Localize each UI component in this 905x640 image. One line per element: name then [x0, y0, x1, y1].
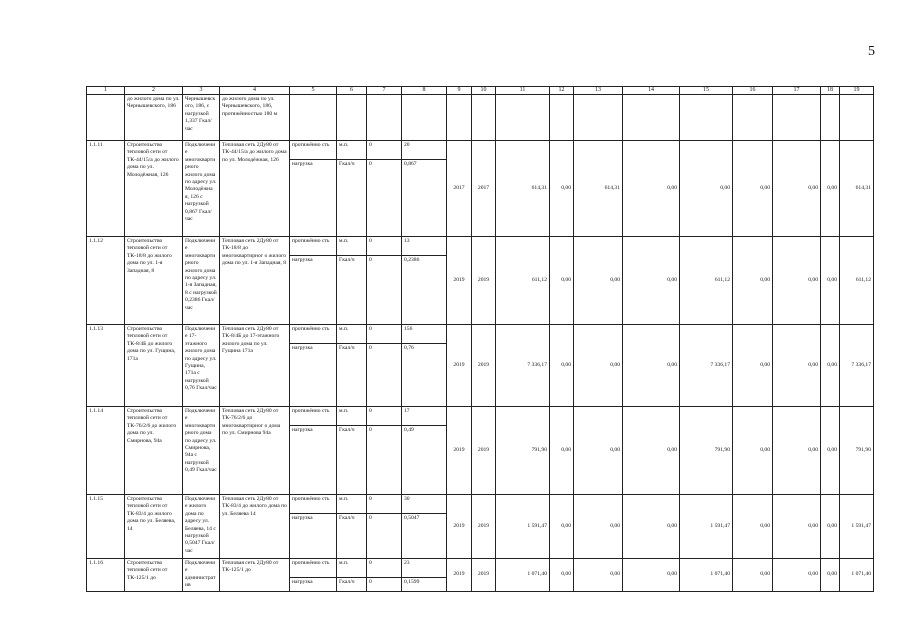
- cell-name: Строительство тепловой сети от ТК-8/4Б до жилого дома по ул. Гущина, 171а: [125, 325, 183, 407]
- cell-b1: 30: [402, 495, 446, 514]
- cell-p1: протяжённо сть: [290, 141, 336, 160]
- column-number: 6: [337, 87, 367, 95]
- cell-c17: 0,00: [773, 237, 821, 325]
- cell-c11: 7 336,17: [496, 325, 550, 407]
- cell-c12: 0,00: [550, 141, 574, 237]
- cell: до жилого дома по ул. Чернышевского, 186: [125, 95, 183, 141]
- cell-c10: 2017: [472, 141, 496, 237]
- column-number: 9: [447, 87, 472, 95]
- cell-description: Тепловая сеть 2Ду80 от ТК-83/4 до жилого дома по ул. Беляева 14: [220, 495, 290, 559]
- cell-p1: протяжённо сть: [290, 325, 336, 344]
- cell-c19: 611,12: [840, 237, 874, 325]
- cell: [840, 95, 874, 141]
- cell-pair: [337, 407, 367, 495]
- cell-p2: нагрузка: [292, 579, 313, 585]
- cell-c18: 0,00: [821, 407, 840, 495]
- cell-description: Тепловая сеть 2Ду80 от ТК-18/8 до многоквартирног о жилого дома по ул. 1-я Западная, 8: [220, 237, 290, 325]
- table-row: [87, 559, 874, 592]
- table-row: [87, 495, 874, 559]
- column-number: 3: [183, 87, 220, 95]
- cell-c10: 2019: [472, 325, 496, 407]
- column-number: 8: [402, 87, 447, 95]
- cell-u1: м.п.: [337, 407, 366, 426]
- cell-c16: 0,00: [733, 325, 773, 407]
- cell-purpose: Подключени е жилого дома по адресу ул. Беляева, 14 с нагрузкой 0,5047 Гкал/час: [183, 495, 220, 559]
- cell-c9: 2019: [447, 325, 472, 407]
- cell-p1: протяжённо сть: [290, 407, 336, 426]
- cell-c12: 0,00: [550, 407, 574, 495]
- cell-c15: 611,12: [680, 237, 733, 325]
- cell-p2: нагрузка: [292, 257, 313, 263]
- cell-c15: 7 336,17: [680, 325, 733, 407]
- cell-b2: 0,76: [404, 345, 414, 351]
- cell-u1: м.п.: [337, 141, 366, 160]
- cell-c16: 0,00: [733, 559, 773, 592]
- column-number: 16: [733, 87, 773, 95]
- cell-u2: Гкал/ч: [339, 161, 355, 167]
- column-number: 13: [574, 87, 623, 95]
- cell-pair: [337, 237, 367, 325]
- cell-purpose: Подключени е многокварти рного жилого дома по адресу ул. 1-я Западная, 8 с нагрузкой 0,2386 Гкал/час: [183, 237, 220, 325]
- cell-p2: нагрузка: [292, 345, 313, 351]
- cell-purpose: Подключени е 17-этажного жилого дома по адресу ул. Гущина, 171а с нагрузкой 0,76 Гкал/час: [183, 325, 220, 407]
- cell-id: 1.1.14: [87, 407, 125, 495]
- cell-c9: 2019: [447, 237, 472, 325]
- cell: [550, 95, 574, 141]
- cell-c10: 2019: [472, 407, 496, 495]
- cell-pair: [367, 559, 402, 592]
- cell-id: 1.1.16: [87, 559, 125, 592]
- cell-u1: м.п.: [337, 325, 366, 344]
- table-row: [87, 141, 874, 237]
- cell-pair: [337, 325, 367, 407]
- cell-b1: 17: [402, 407, 446, 426]
- cell-description: Тепловая сеть 2Ду80 от ТК-125/1 до: [220, 559, 290, 592]
- cell-id: 1.1.12: [87, 237, 125, 325]
- cell-pair: [290, 495, 337, 559]
- column-number: 7: [367, 87, 402, 95]
- cell-a2: 0: [369, 257, 372, 263]
- cell: [87, 95, 125, 141]
- cell-c17: 0,00: [773, 407, 821, 495]
- cell-c16: 0,00: [733, 237, 773, 325]
- column-number: 12: [550, 87, 574, 95]
- table-row: [87, 237, 874, 325]
- cell-b2: 0,5047: [404, 515, 420, 521]
- cell-description: Тепловая сеть 2Ду80 от ТК-44/15/а до жилого дома по ул. Молодёжная, 126: [220, 141, 290, 237]
- cell-c13: 0,00: [574, 559, 623, 592]
- cell-u2: Гкал/ч: [339, 427, 355, 433]
- cell-pair: [290, 141, 337, 237]
- column-number: 5: [290, 87, 337, 95]
- cell-c15: 1 071,40: [680, 559, 733, 592]
- cell-c13: 0,00: [574, 325, 623, 407]
- cell-c15: 1 591,47: [680, 495, 733, 559]
- cell-b1: 20: [402, 141, 446, 160]
- cell-c14: 0,00: [623, 325, 680, 407]
- cell-a1: 0: [367, 325, 401, 344]
- cell: [680, 95, 733, 141]
- cell-c19: 1 591,47: [840, 495, 874, 559]
- cell-c17: 0,00: [773, 495, 821, 559]
- investment-table: [86, 86, 874, 592]
- cell-p1: протяжённо сть: [290, 237, 336, 256]
- cell-purpose: Подключени е административ: [183, 559, 220, 592]
- column-number: 4: [220, 87, 290, 95]
- cell-b1: 23: [402, 559, 446, 578]
- cell-a2: 0: [369, 161, 372, 167]
- cell-c18: 0,00: [821, 325, 840, 407]
- cell-c15: 0,00: [680, 141, 733, 237]
- cell-c13: 614,31: [574, 141, 623, 237]
- cell-description: Тепловая сеть 2Ду80 от ТК-76/2/6 до многоквартирног о дома по ул. Смирнова 94а: [220, 407, 290, 495]
- cell-pair: [337, 495, 367, 559]
- cell-name: Строительство тепловой сети от ТК-76/2/6 до жилого дома по ул. Смирнова, 94а: [125, 407, 183, 495]
- continuation-row: [87, 95, 874, 141]
- cell-id: 1.1.11: [87, 141, 125, 237]
- cell-c19: 1 071,40: [840, 559, 874, 592]
- cell-id: 1.1.13: [87, 325, 125, 407]
- cell-c15: 791,90: [680, 407, 733, 495]
- cell-c12: 0,00: [550, 495, 574, 559]
- column-number: 15: [680, 87, 733, 95]
- cell-a1: 0: [367, 495, 401, 514]
- cell-p2: нагрузка: [292, 161, 313, 167]
- cell-p1: протяжённо сть: [290, 559, 336, 578]
- cell-c18: 0,00: [821, 559, 840, 592]
- cell: [290, 95, 337, 141]
- cell-c11: 791,90: [496, 407, 550, 495]
- cell: [574, 95, 623, 141]
- cell-pair: [290, 237, 337, 325]
- cell-c17: 0,00: [773, 559, 821, 592]
- cell-pair: [367, 407, 402, 495]
- table-row: [87, 407, 874, 495]
- column-number: 14: [623, 87, 680, 95]
- cell-a2: 0: [369, 579, 372, 585]
- cell-b2: 0,1599: [404, 579, 420, 585]
- cell-pair: [367, 141, 402, 237]
- cell: [496, 95, 550, 141]
- cell-c9: 2019: [447, 559, 472, 592]
- cell: Чернышевск ого, 186, с нагрузкой 1,337 Гкал/час: [183, 95, 220, 141]
- cell-b1: 13: [402, 237, 446, 256]
- cell-b2: 0,867: [404, 161, 417, 167]
- table-row: [87, 325, 874, 407]
- cell-description: Тепловая сеть 2Ду80 от ТК-8/4Б до 17-этажного жилого дома по ул. Гущина 171а: [220, 325, 290, 407]
- cell-pair: [367, 495, 402, 559]
- cell-c10: 2019: [472, 237, 496, 325]
- cell-a2: 0: [369, 345, 372, 351]
- cell: [447, 95, 472, 141]
- cell-pair: [337, 559, 367, 592]
- cell-u2: Гкал/ч: [339, 257, 355, 263]
- column-number-row: [87, 87, 874, 95]
- column-number: 11: [496, 87, 550, 95]
- cell: [472, 95, 496, 141]
- cell: до жилого дома по ул. Чернышевского, 186, протяжённостью 180 м: [220, 95, 290, 141]
- cell-pair: [402, 407, 447, 495]
- cell-c14: 0,00: [623, 237, 680, 325]
- cell-c11: 1 071,40: [496, 559, 550, 592]
- cell-p2: нагрузка: [292, 515, 313, 521]
- column-number: 18: [821, 87, 840, 95]
- cell-c12: 0,00: [550, 237, 574, 325]
- cell-c17: 0,00: [773, 141, 821, 237]
- cell-a1: 0: [367, 141, 401, 160]
- cell-pair: [290, 325, 337, 407]
- column-number: 19: [840, 87, 874, 95]
- cell-c17: 0,00: [773, 325, 821, 407]
- cell-c9: 2019: [447, 495, 472, 559]
- cell-purpose: Подключени е многокварти рного жилого дома по адресу ул. Молодёжна я, 126 с нагрузкой 0,867 Гкал/час: [183, 141, 220, 237]
- cell: [733, 95, 773, 141]
- cell-pair: [402, 237, 447, 325]
- cell-c14: 0,00: [623, 559, 680, 592]
- cell-pair: [290, 407, 337, 495]
- cell-c10: 2019: [472, 495, 496, 559]
- cell-a2: 0: [369, 427, 372, 433]
- cell-c10: 2019: [472, 559, 496, 592]
- cell-id: 1.1.15: [87, 495, 125, 559]
- cell-u2: Гкал/ч: [339, 579, 355, 585]
- column-number: 1: [87, 87, 125, 95]
- cell-u2: Гкал/ч: [339, 345, 355, 351]
- cell-name: Строительство тепловой сети от ТК-44/15/а до жилого дома по ул. Молодёжная, 126: [125, 141, 183, 237]
- cell-c12: 0,00: [550, 559, 574, 592]
- cell-c9: 2019: [447, 407, 472, 495]
- cell-name: Строительство тепловой сети от ТК-125/1 до: [125, 559, 183, 592]
- cell-u2: Гкал/ч: [339, 515, 355, 521]
- cell-c12: 0,00: [550, 325, 574, 407]
- cell-c11: 1 591,47: [496, 495, 550, 559]
- cell-b1: 156: [402, 325, 446, 344]
- cell: [773, 95, 821, 141]
- cell-c14: 0,00: [623, 141, 680, 237]
- cell: [367, 95, 402, 141]
- cell-pair: [290, 559, 337, 592]
- cell-purpose: Подключени е многокварти рного дома по адресу ул. Смирнова, 94а с нагрузкой 0,49 Гкал/час: [183, 407, 220, 495]
- column-number: 17: [773, 87, 821, 95]
- cell: [623, 95, 680, 141]
- cell-pair: [367, 237, 402, 325]
- cell-u1: м.п.: [337, 559, 366, 578]
- cell-c13: 0,00: [574, 237, 623, 325]
- cell: [337, 95, 367, 141]
- cell-b2: 0,2386: [404, 257, 420, 263]
- cell-p1: протяжённо сть: [290, 495, 336, 514]
- cell-pair: [337, 141, 367, 237]
- cell: [821, 95, 840, 141]
- cell-c16: 0,00: [733, 141, 773, 237]
- cell-a1: 0: [367, 237, 401, 256]
- cell-c13: 0,00: [574, 495, 623, 559]
- cell-pair: [402, 141, 447, 237]
- column-number: 10: [472, 87, 496, 95]
- cell: [402, 95, 447, 141]
- page-number: 5: [868, 44, 875, 59]
- cell-c9: 2017: [447, 141, 472, 237]
- cell-c14: 0,00: [623, 407, 680, 495]
- cell-pair: [402, 495, 447, 559]
- cell-c13: 0,00: [574, 407, 623, 495]
- cell-c19: 614,31: [840, 141, 874, 237]
- cell-c19: 7 336,17: [840, 325, 874, 407]
- cell-c14: 0,00: [623, 495, 680, 559]
- cell-name: Строительство тепловой сети от ТК-83/4 до жилого дома по ул. Беляева, 14: [125, 495, 183, 559]
- cell-c16: 0,00: [733, 407, 773, 495]
- cell-c16: 0,00: [733, 495, 773, 559]
- cell-a2: 0: [369, 515, 372, 521]
- cell-b2: 0,49: [404, 427, 414, 433]
- table-body: [87, 87, 874, 592]
- cell-name: Строительство тепловой сети от ТК-18/8 до жилого дома по ул. 1-я Западная, 8: [125, 237, 183, 325]
- cell-pair: [367, 325, 402, 407]
- cell-a1: 0: [367, 559, 401, 578]
- cell-u1: м.п.: [337, 237, 366, 256]
- column-number: 2: [125, 87, 183, 95]
- cell-c19: 791,90: [840, 407, 874, 495]
- cell-pair: [402, 325, 447, 407]
- cell-u1: м.п.: [337, 495, 366, 514]
- cell-c18: 0,00: [821, 237, 840, 325]
- cell-c18: 0,00: [821, 141, 840, 237]
- cell-a1: 0: [367, 407, 401, 426]
- cell-pair: [402, 559, 447, 592]
- cell-c18: 0,00: [821, 495, 840, 559]
- cell-c11: 614,31: [496, 141, 550, 237]
- cell-p2: нагрузка: [292, 427, 313, 433]
- cell-c11: 611,12: [496, 237, 550, 325]
